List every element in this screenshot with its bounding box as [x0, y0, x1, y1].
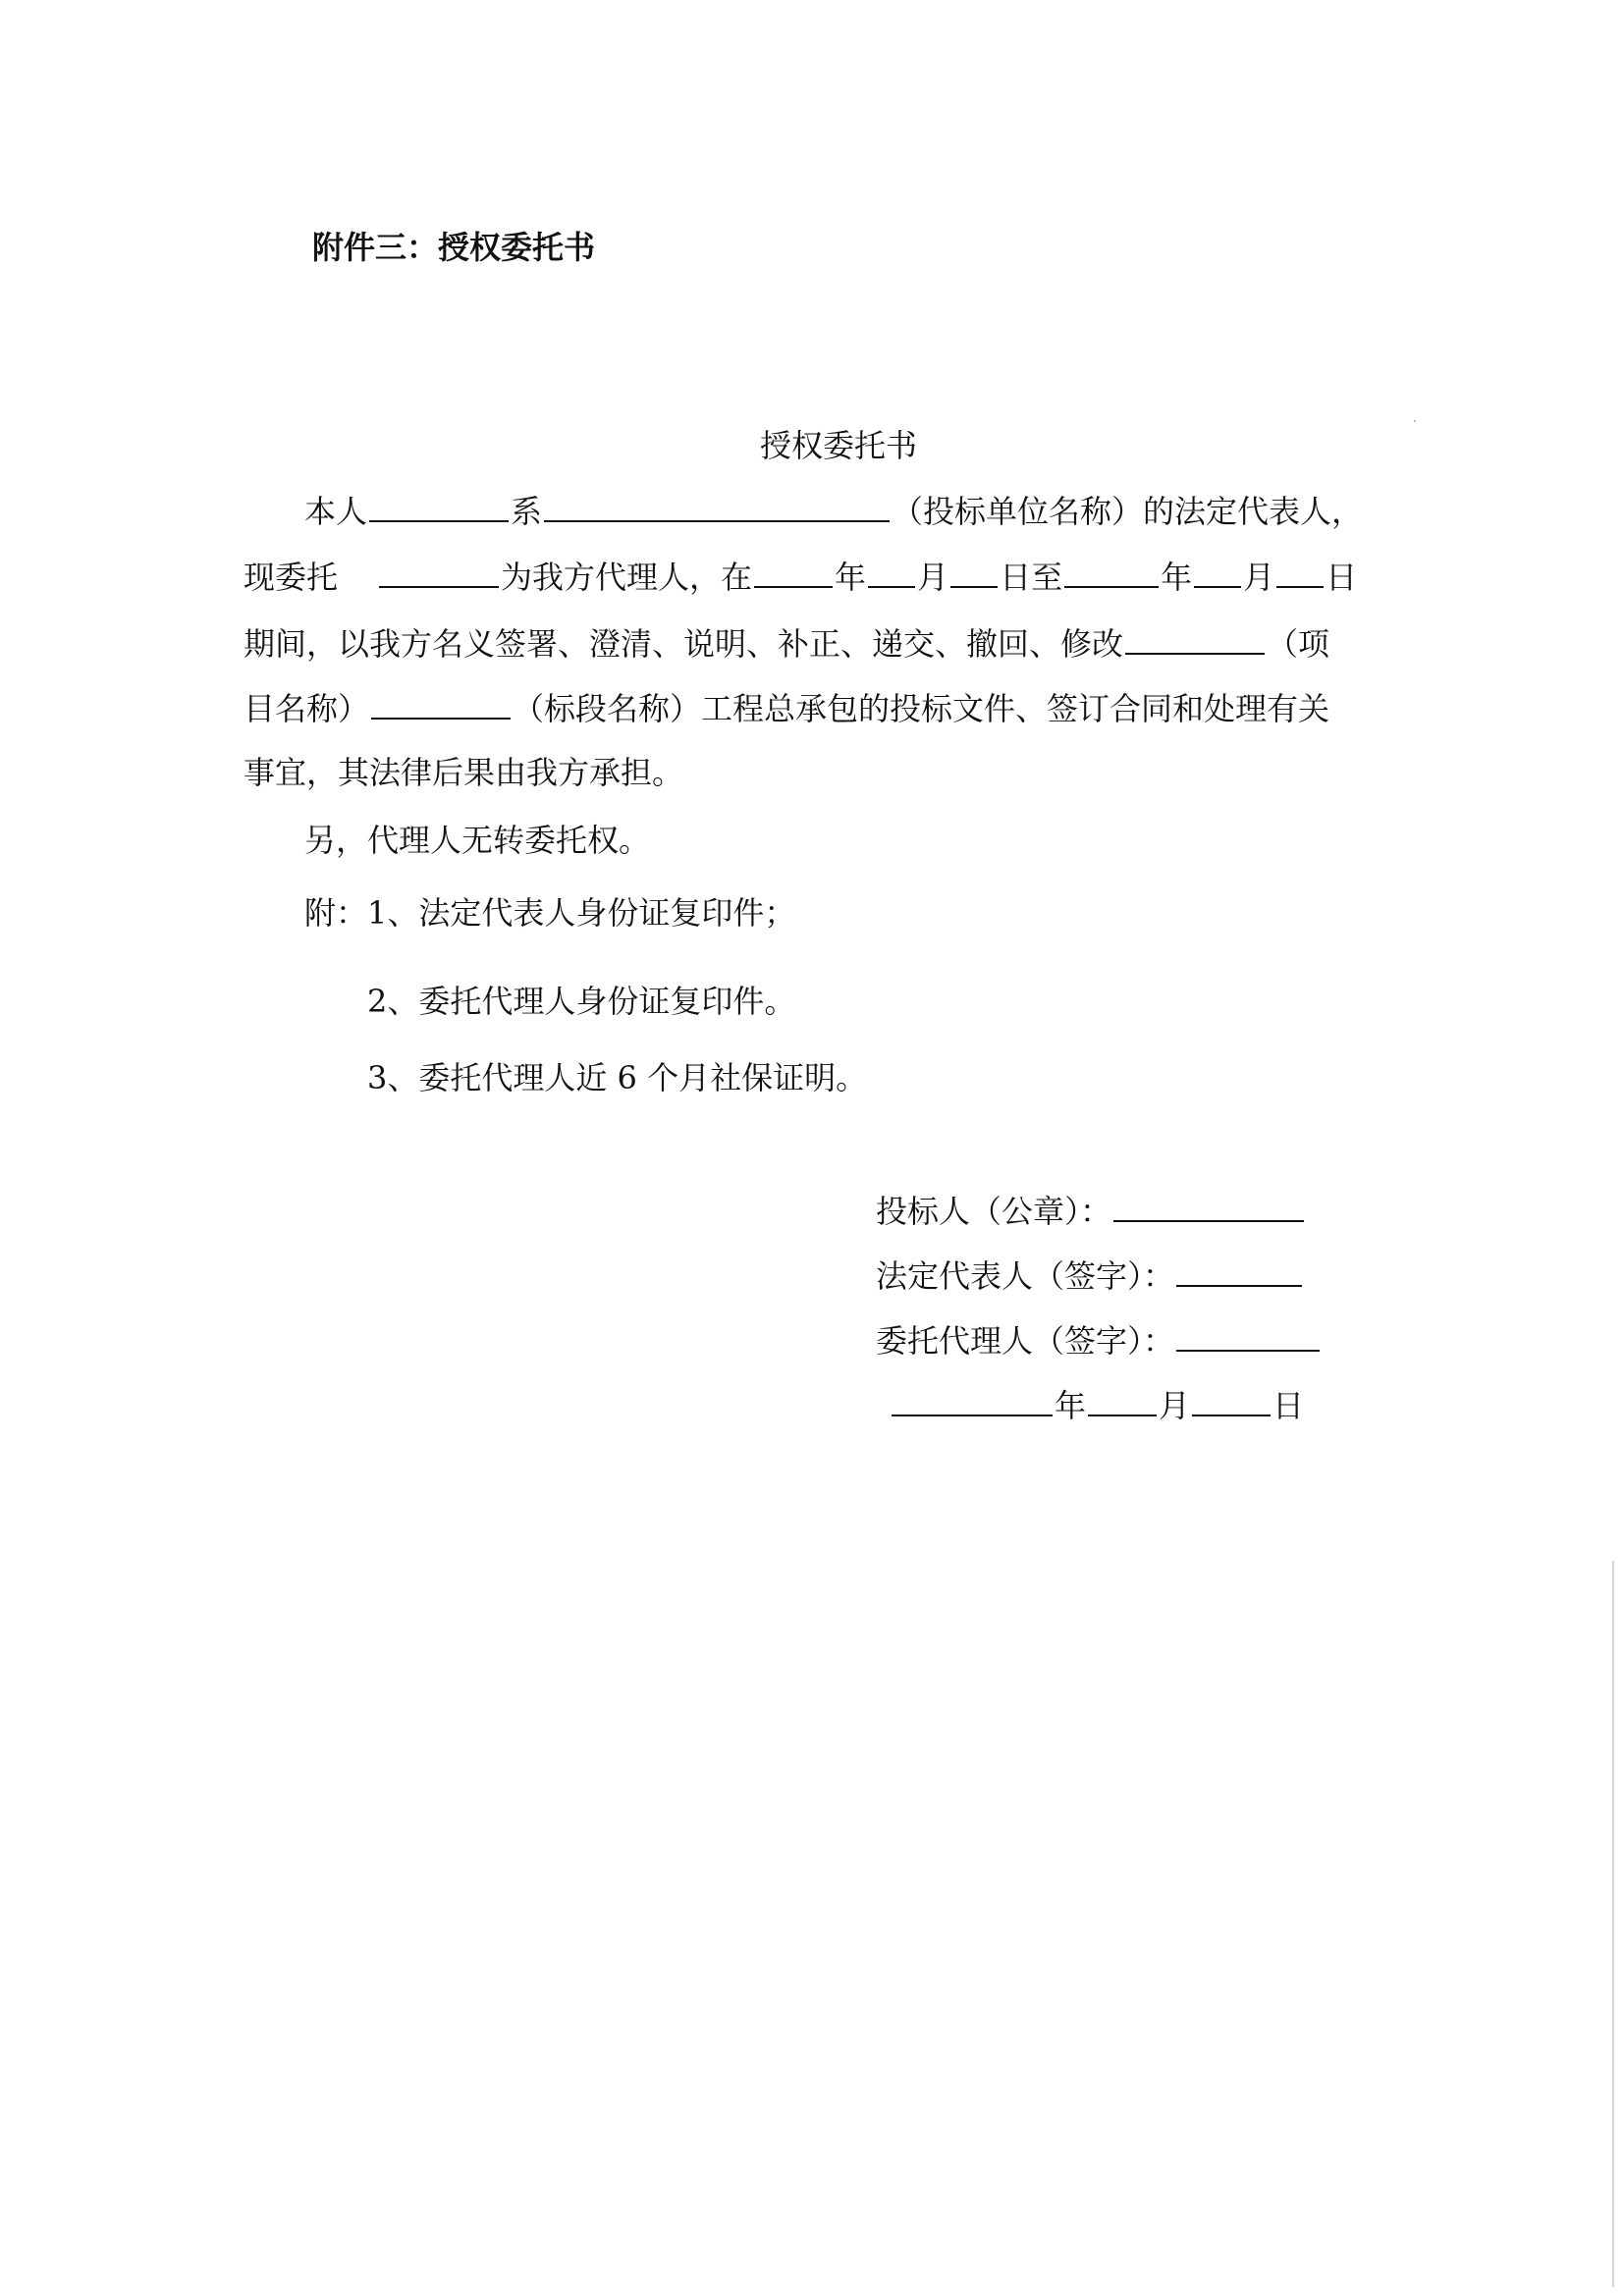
blank-legal-rep-sign[interactable]	[1176, 1284, 1302, 1287]
text-segment: （投标单位名称）的法定代表人，	[892, 493, 1364, 530]
paragraph-line-1	[304, 493, 1364, 530]
attachment-heading: 附件三：授权委托书	[312, 229, 596, 266]
blank-agent-name[interactable]	[379, 585, 499, 588]
text-segment: 现委托	[244, 559, 339, 596]
legal-rep-sign-label: 法定代表人（签字）：	[876, 1257, 1175, 1295]
blank-end-year[interactable]	[1064, 585, 1159, 588]
text-segment: 月	[1243, 559, 1275, 596]
text-segment: 本人	[304, 493, 368, 530]
attachment-item-1: 附：1、法定代表人身份证复印件；	[304, 894, 796, 932]
blank-agent-sign[interactable]	[1176, 1349, 1320, 1352]
signature-agent	[876, 1322, 1322, 1360]
date-year-label: 年	[1055, 1387, 1087, 1424]
blank-end-month[interactable]	[1194, 585, 1241, 588]
signature-legal-rep	[876, 1257, 1304, 1295]
text-segment: 月	[917, 559, 949, 596]
signature-date	[890, 1387, 1305, 1424]
blank-sign-day[interactable]	[1192, 1414, 1271, 1416]
text-segment: （项	[1267, 625, 1330, 663]
text-segment: 日至	[1000, 559, 1063, 596]
attachment-item-3: 3、委托代理人近 6 个月社保证明。	[367, 1059, 868, 1096]
document-title: 授权委托书	[760, 427, 918, 464]
scan-edge-line	[1612, 1561, 1614, 2287]
text-segment: （标段名称）工程总承包的投标文件、签订合同和处理有关	[513, 690, 1330, 727]
attachment-item-2: 2、委托代理人身份证复印件。	[367, 983, 796, 1020]
text-segment: 日	[1326, 559, 1358, 596]
text-segment: 系	[511, 493, 543, 530]
blank-start-month[interactable]	[868, 585, 915, 588]
text-segment: 目名称）	[244, 690, 370, 727]
paragraph-line-4	[244, 690, 1330, 727]
date-month-label: 月	[1159, 1387, 1191, 1424]
blank-bidder-seal[interactable]	[1113, 1219, 1304, 1222]
bidder-seal-label: 投标人（公章）：	[876, 1193, 1112, 1230]
no-sub-delegation-note: 另，代理人无转委托权。	[304, 822, 651, 859]
blank-bidder-unit-name[interactable]	[544, 519, 890, 522]
text-segment: 年	[835, 559, 867, 596]
date-day-label: 日	[1272, 1387, 1305, 1424]
blank-lot-name[interactable]	[371, 717, 511, 720]
scan-speck	[1414, 420, 1416, 422]
agent-sign-label: 委托代理人（签字）：	[876, 1322, 1175, 1360]
text-segment: 期间，以我方名义签署、澄清、说明、补正、递交、撤回、修改	[244, 625, 1124, 663]
blank-start-year[interactable]	[754, 585, 833, 588]
paragraph-line-5: 事宜，其法律后果由我方承担。	[244, 754, 684, 791]
signature-bidder	[876, 1193, 1306, 1230]
paragraph-line-2	[244, 559, 1358, 596]
paragraph-line-3	[244, 625, 1330, 663]
text-segment: 为我方代理人，在	[501, 559, 753, 596]
blank-start-day[interactable]	[950, 585, 998, 588]
blank-project-name[interactable]	[1125, 652, 1265, 655]
blank-sign-year[interactable]	[892, 1414, 1053, 1416]
blank-end-day[interactable]	[1276, 585, 1324, 588]
blank-principal-name[interactable]	[369, 519, 509, 522]
blank-sign-month[interactable]	[1088, 1414, 1157, 1416]
text-segment: 年	[1161, 559, 1193, 596]
